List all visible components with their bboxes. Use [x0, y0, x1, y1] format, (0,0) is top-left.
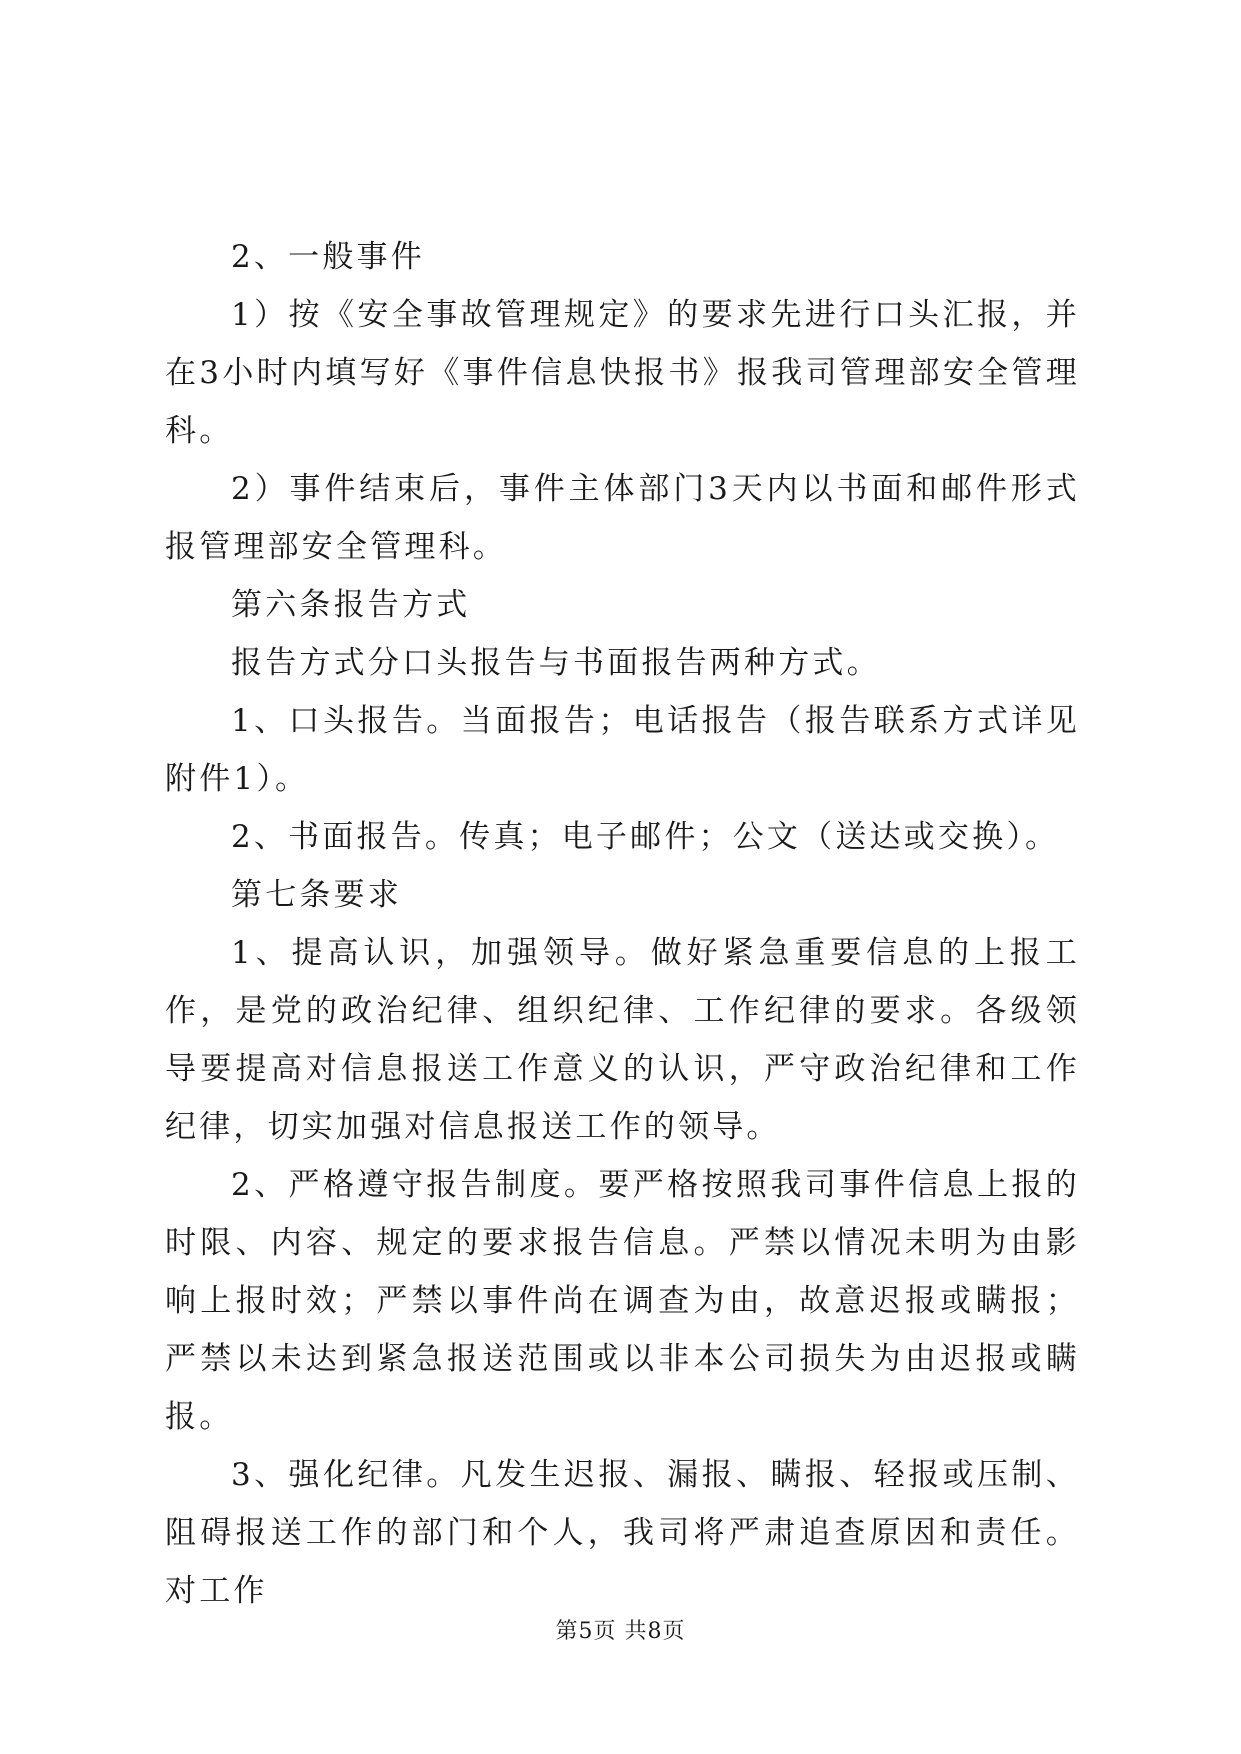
paragraph-written-report: 2、书面报告。传真；电子邮件；公文（送达或交换）。: [231, 819, 1060, 855]
paragraph-general-event-item-2: 2）事件结束后，事件主体部门3天内以书面和邮件形式报管理部安全管理科。: [165, 471, 1080, 565]
article-6-heading: 第六条报告方式: [231, 587, 471, 623]
paragraph-oral-report: 1、口头报告。当面报告；电话报告（报告联系方式详见附件1）。: [165, 703, 1080, 797]
page-number-footer: 第5页 共8页: [555, 1619, 686, 1644]
document-body: [165, 228, 1080, 1620]
paragraph-general-event-item-1: 1）按《安全事故管理规定》的要求先进行口头汇报，并在3小时内填写好《事件信息快报书》报我司管理部安全管理科。: [165, 297, 1080, 449]
paragraph-report-methods: 报告方式分口头报告与书面报告两种方式。: [231, 645, 881, 681]
paragraph-requirement-1: 1、提高认识，加强领导。做好紧急重要信息的上报工作，是党的政治纪律、组织纪律、工作纪律的要求。各级领导要提高对信息报送工作意义的认识，严守政治纪律和工作纪律，切实加强对信息报送工作的领导。: [165, 935, 1080, 1145]
paragraph-general-event-heading: 2、一般事件: [231, 239, 425, 275]
paragraph-requirement-3: 3、强化纪律。凡发生迟报、漏报、瞒报、轻报或压制、阻碍报送工作的部门和个人，我司将严肃追查原因和责任。对工作: [165, 1457, 1080, 1609]
paragraph-requirement-2: 2、严格遵守报告制度。要严格按照我司事件信息上报的时限、内容、规定的要求报告信息。严禁以情况未明为由影响上报时效；严禁以事件尚在调查为由，故意迟报或瞒报；严禁以未达到紧急报送范围或以非本公司损失为由迟报或瞒报。: [165, 1167, 1080, 1435]
article-7-heading: 第七条要求: [231, 877, 402, 913]
